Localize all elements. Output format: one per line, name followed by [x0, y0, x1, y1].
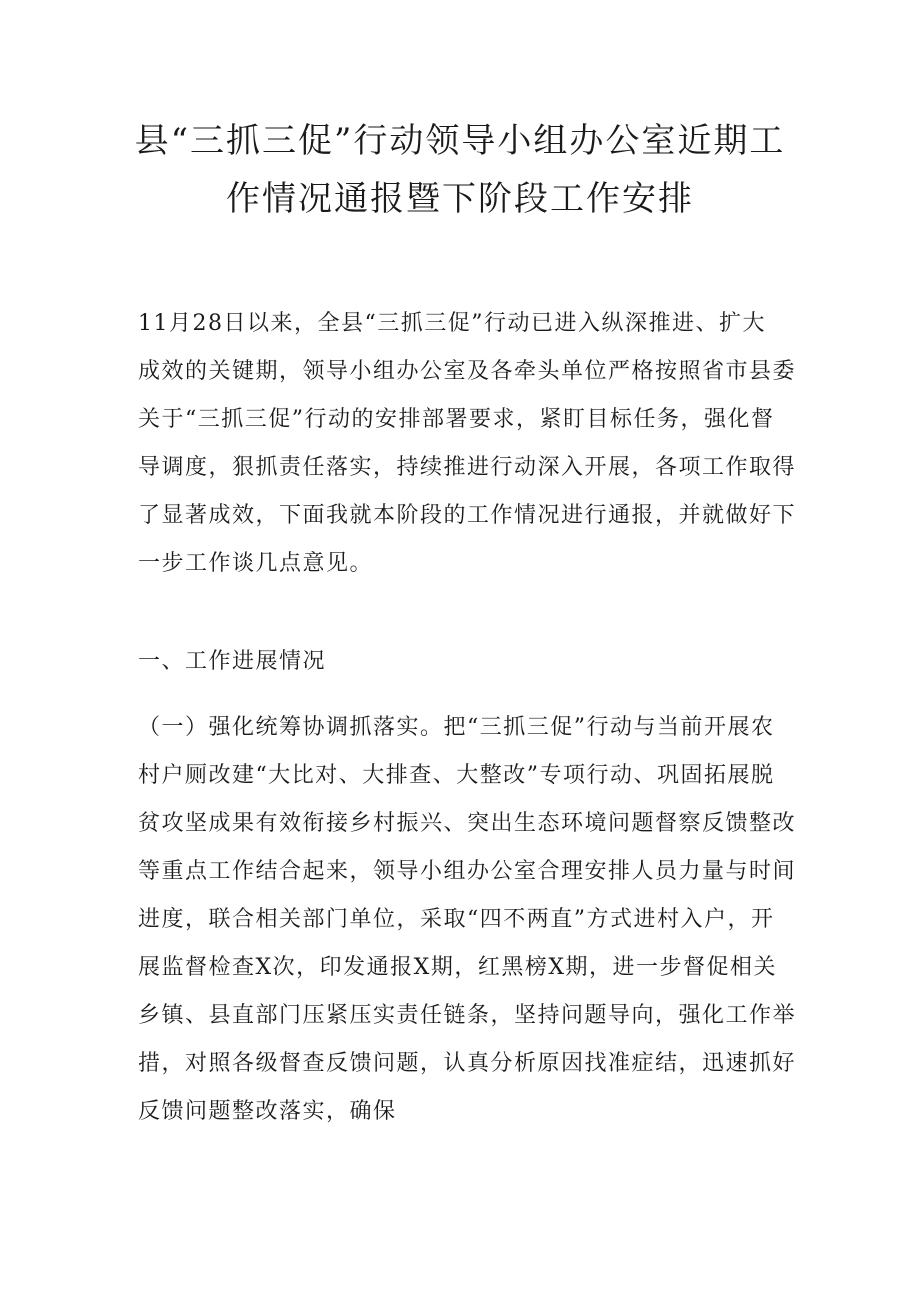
section1-paragraph: [138, 704, 797, 1136]
section-heading: [138, 638, 788, 686]
text-line: 措，对照各级督查反馈问题，认真分析原因找准症结，迅速抓好: [138, 1051, 797, 1076]
text-line: 等重点工作结合起来，领导小组办公室合理安排人员力量与时间: [138, 859, 797, 884]
text-line: 贫攻坚成果有效衔接乡村振兴、突出生态环境问题督察反馈整改: [138, 811, 797, 836]
text-line: （一）强化统筹协调抓落实。把“三抓三促”行动与当前开展农: [138, 715, 775, 740]
document-title: [120, 112, 800, 228]
text-line: 了显著成效，下面我就本阶段的工作情况进行通报，并就做好下: [138, 503, 797, 528]
text-line: 一步工作谈几点意见。: [138, 551, 374, 576]
title-line: 县“三抓三促”行动领导小组办公室近期工: [134, 121, 786, 161]
text-line: 进度，联合相关部门单位，采取“四不两直”方式进村入户，开: [138, 907, 775, 932]
section-heading-text: 一、工作进展情况: [138, 649, 327, 674]
text-line: 反馈问题整改落实，确保: [138, 1099, 397, 1124]
text-line: 11月28日以来，全县“三抓三促”行动已进入纵深推进、扩大: [138, 311, 766, 336]
text-line: 关于“三抓三促”行动的安排部署要求，紧盯目标任务，强化督: [138, 407, 775, 432]
title-line: 作情况通报暨下阶段工作安排: [226, 179, 694, 219]
text-line: 成效的关键期，领导小组办公室及各牵头单位严格按照省市县委: [138, 359, 797, 384]
text-line: 导调度，狠抓责任落实，持续推进行动深入开展，各项工作取得: [138, 455, 797, 480]
text-line: 展监督检查X次，印发通报X期，红黑榜X期，进一步督促相关: [138, 955, 777, 980]
text-line: 乡镇、县直部门压紧压实责任链条，坚持问题导向，强化工作举: [138, 1003, 797, 1028]
text-line: 村户厕改建“大比对、大排查、大整改”专项行动、巩固拓展脱: [138, 763, 775, 788]
intro-paragraph: [138, 300, 797, 588]
